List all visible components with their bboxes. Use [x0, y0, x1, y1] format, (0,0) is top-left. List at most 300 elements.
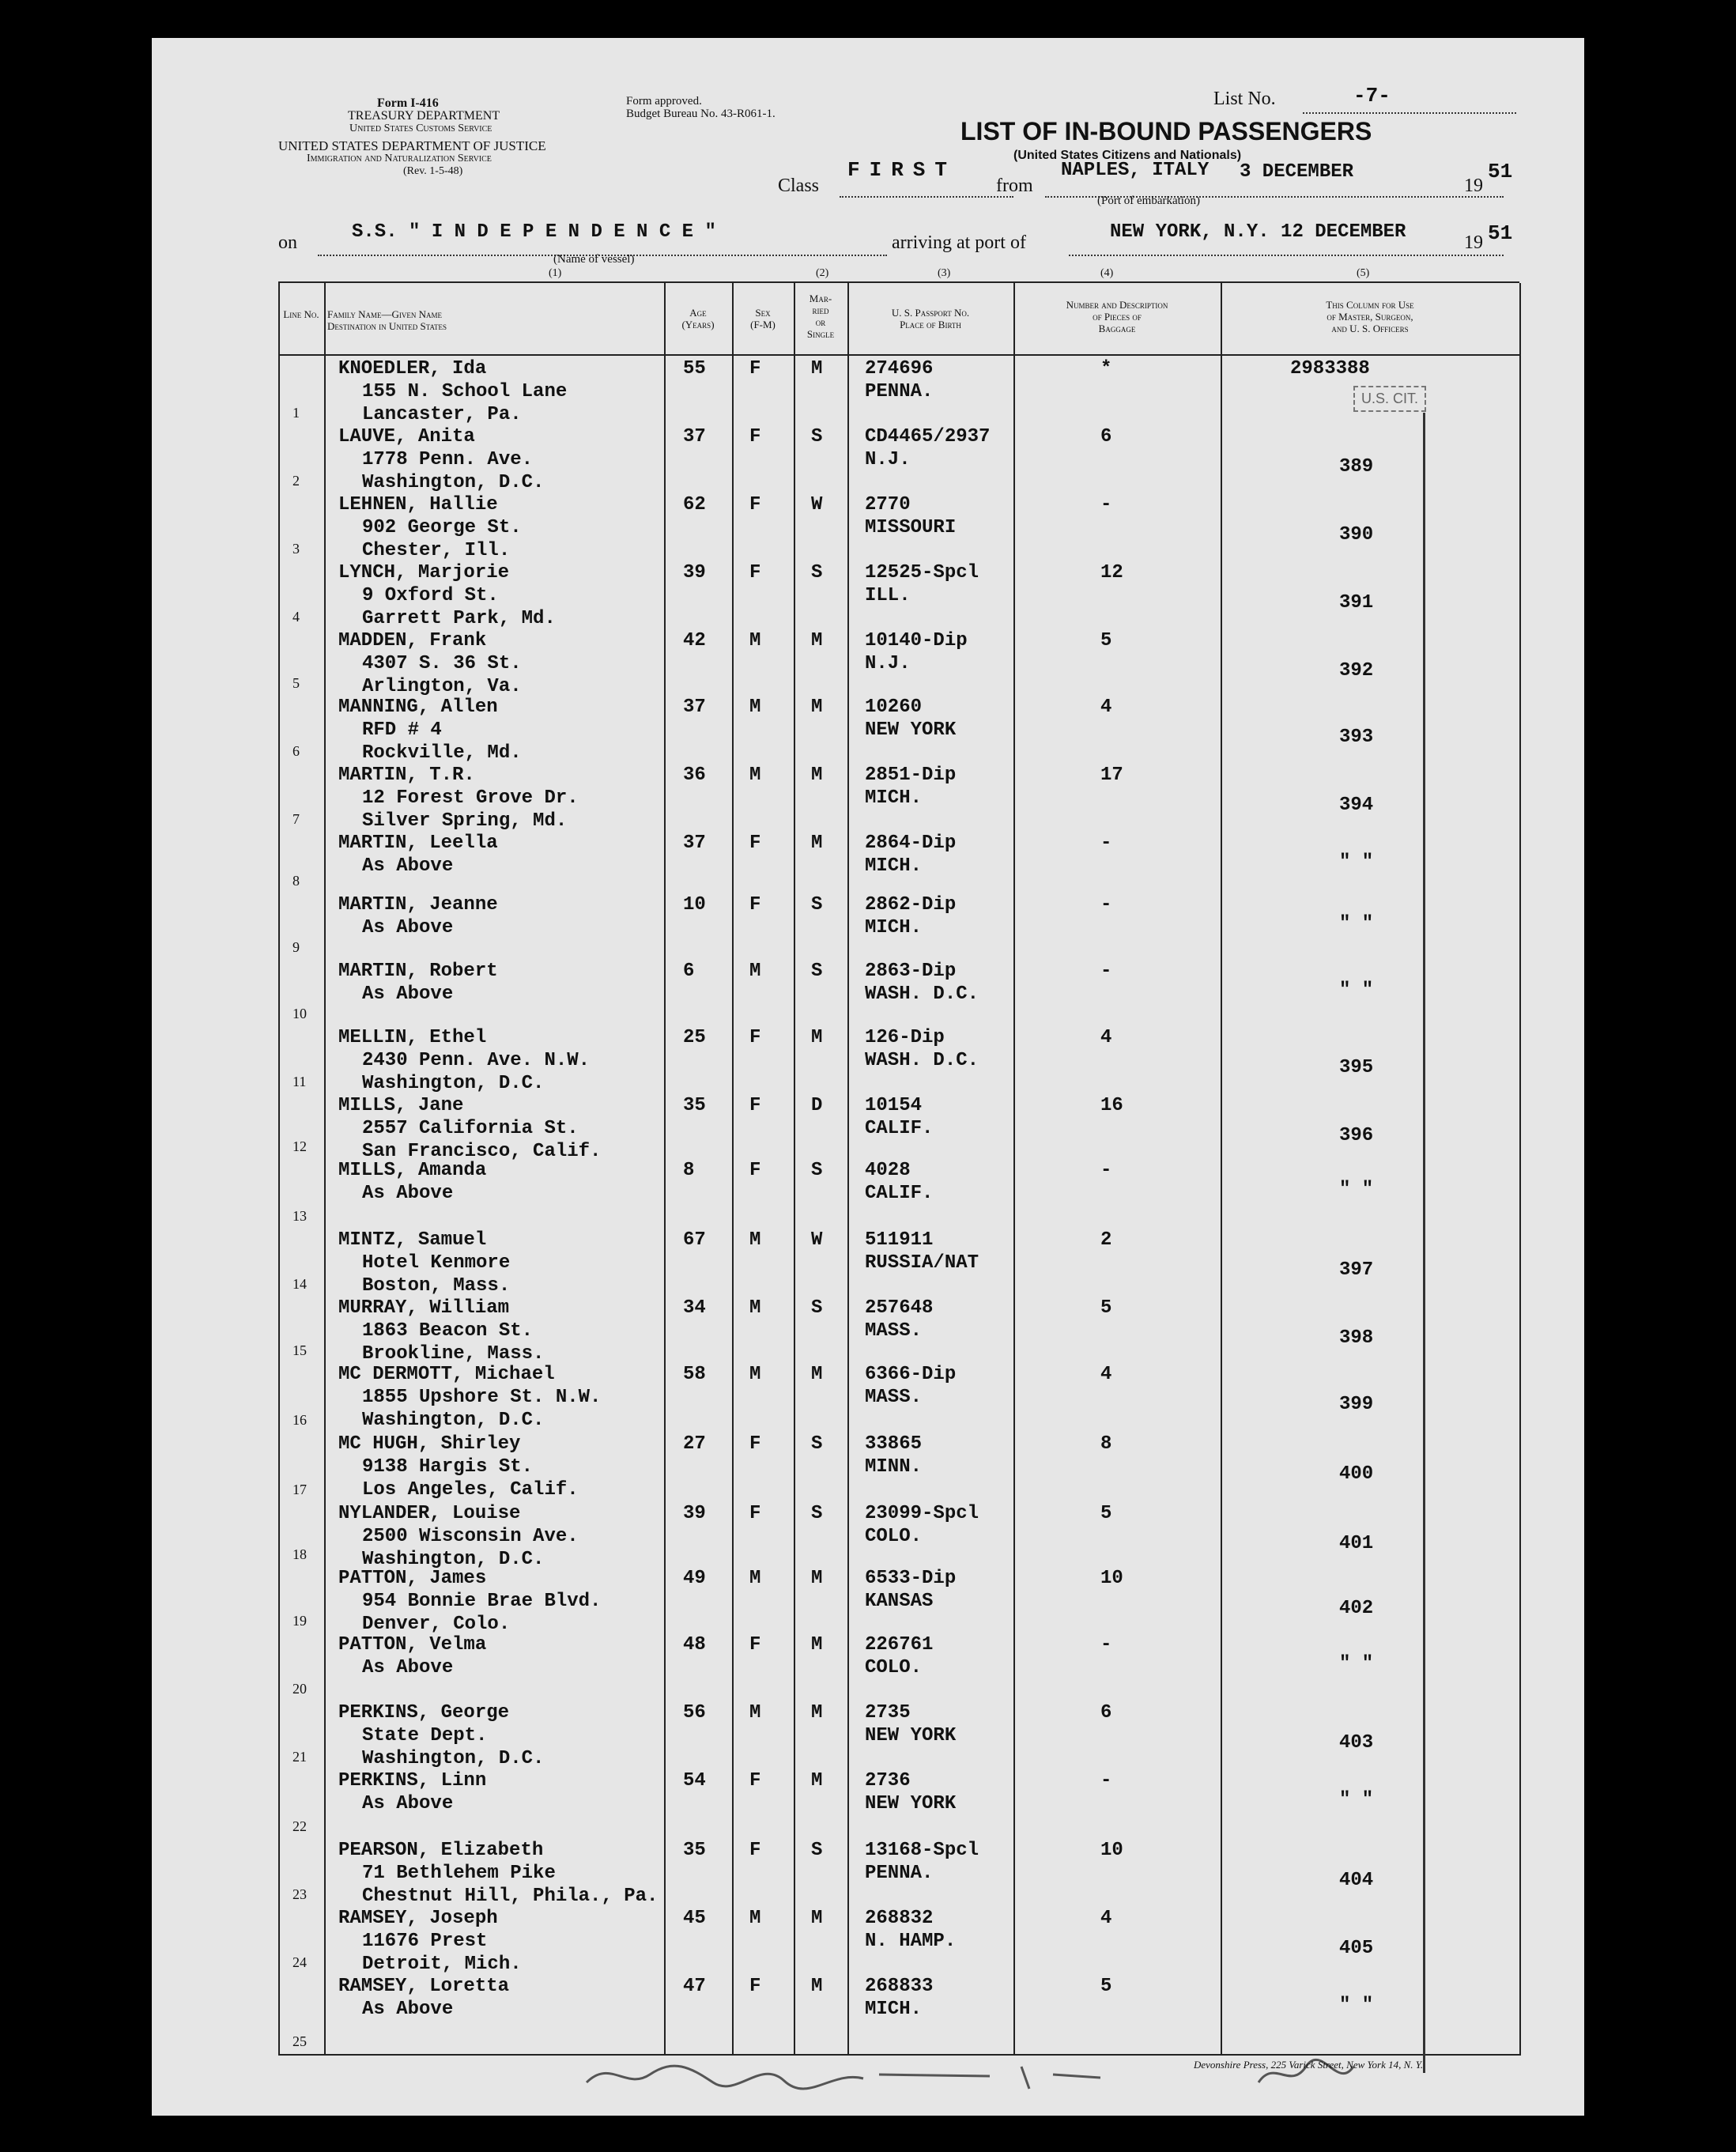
baggage-cell: 4: [1100, 697, 1112, 718]
age-cell: 8: [683, 1160, 695, 1181]
class-value: FIRST: [847, 158, 957, 182]
passenger-name-line: MC HUGH, Shirley: [338, 1433, 521, 1455]
sex-cell: F: [749, 1027, 761, 1048]
passenger-name-line: Silver Spring, Md.: [362, 810, 568, 832]
passport-place-cell: 2770: [865, 494, 911, 515]
passenger-name-line: 155 N. School Lane: [362, 381, 568, 402]
sex-cell: F: [749, 1634, 761, 1656]
passenger-name-line: RAMSEY, Joseph: [338, 1908, 498, 1929]
passenger-name-line: 11676 Prest: [362, 1931, 488, 1952]
baggage-cell: -: [1100, 1770, 1112, 1791]
age-cell: 37: [683, 426, 706, 447]
passport-place-cell: 10154: [865, 1095, 923, 1116]
sex-cell: F: [749, 894, 761, 916]
baggage-cell: 6: [1100, 1702, 1112, 1723]
page-title: LIST OF IN-BOUND PASSENGERS: [960, 117, 1372, 145]
department-of-justice: UNITED STATES DEPARTMENT OF JUSTICE: [278, 138, 546, 153]
passport-place-cell: 33865: [865, 1433, 923, 1455]
passenger-name-line: Boston, Mass.: [362, 1275, 511, 1297]
sex-cell: M: [749, 1297, 761, 1319]
col-divider-ms: [847, 283, 849, 2056]
officer-cell: 403: [1339, 1732, 1374, 1754]
list-no-field: [1303, 89, 1516, 114]
officer-cell: " ": [1339, 980, 1374, 1001]
baggage-cell: 8: [1100, 1433, 1112, 1455]
marital-status-cell: M: [811, 765, 823, 786]
year-prefix: 19: [1464, 176, 1483, 196]
age-cell: 54: [683, 1770, 706, 1791]
sex-cell: M: [749, 697, 761, 718]
marital-status-cell: S: [811, 894, 823, 916]
sex-cell: M: [749, 1908, 761, 1929]
table-left-edge: [278, 283, 280, 2056]
sex-cell: F: [749, 1770, 761, 1791]
officer-cell: 401: [1339, 1533, 1374, 1554]
baggage-cell: 17: [1100, 765, 1123, 786]
arrival-value: NEW YORK, N.Y. 12 DECEMBER: [1110, 221, 1406, 243]
line-number: 12: [292, 1138, 307, 1154]
age-cell: 48: [683, 1634, 706, 1656]
baggage-cell: 6: [1100, 426, 1112, 447]
passport-place-cell: 226761: [865, 1634, 934, 1656]
baggage-cell: 16: [1100, 1095, 1123, 1116]
passenger-name-line: MARTIN, Jeanne: [338, 894, 498, 916]
line-number: 4: [292, 609, 300, 625]
passenger-name-line: Chestnut Hill, Phila., Pa.: [362, 1886, 659, 1907]
passenger-name-line: Washington, D.C.: [362, 1410, 545, 1431]
officer-cell: 402: [1339, 1598, 1374, 1619]
marital-status-cell: W: [811, 494, 823, 515]
passenger-name-line: State Dept.: [362, 1725, 488, 1746]
passenger-name-line: MINTZ, Samuel: [338, 1229, 487, 1251]
marital-status-cell: M: [811, 1027, 823, 1048]
revision: (Rev. 1-5-48): [403, 165, 463, 177]
baggage-cell: -: [1100, 494, 1112, 515]
sex-cell: M: [749, 630, 761, 651]
passenger-name-line: KNOEDLER, Ida: [338, 358, 487, 379]
officer-cell: " ": [1339, 1995, 1374, 2016]
table-right-edge: [1519, 283, 1521, 2056]
line-number: 1: [292, 405, 300, 421]
budget-bureau: Budget Bureau No. 43-R061-1.: [626, 108, 776, 120]
baggage-cell: 2: [1100, 1229, 1112, 1251]
passport-place-cell: WASH. D.C.: [865, 1050, 979, 1071]
officer-cell: 393: [1339, 727, 1374, 748]
sex-cell: F: [749, 1433, 761, 1455]
passport-place-cell: 4028: [865, 1160, 911, 1181]
passport-place-cell: MASS.: [865, 1387, 923, 1408]
sex-cell: M: [749, 1229, 761, 1251]
passenger-name-line: MELLIN, Ethel: [338, 1027, 487, 1048]
officer-cell: 392: [1339, 660, 1374, 681]
passport-place-cell: 257648: [865, 1297, 934, 1319]
marital-status-cell: S: [811, 1433, 823, 1455]
header-passport: U. S. Passport No. Place of Birth: [891, 307, 970, 330]
baggage-cell: -: [1100, 961, 1112, 982]
sex-cell: M: [749, 961, 761, 982]
baggage-cell: -: [1100, 832, 1112, 854]
passenger-name-line: Los Angeles, Calif.: [362, 1479, 579, 1501]
passenger-name-line: Brookline, Mass.: [362, 1343, 545, 1365]
passenger-name-line: Washington, D.C.: [362, 1549, 545, 1570]
passport-place-cell: NEW YORK: [865, 1725, 957, 1746]
baggage-cell: 10: [1100, 1840, 1123, 1861]
passenger-name-line: RFD # 4: [362, 719, 442, 741]
line-number: 25: [292, 2033, 307, 2049]
age-cell: 49: [683, 1568, 706, 1589]
list-no-label: List No.: [1213, 89, 1276, 109]
baggage-cell: 12: [1100, 562, 1123, 583]
passenger-name-line: Lancaster, Pa.: [362, 404, 522, 425]
line-number: 5: [292, 675, 300, 691]
line-number: 13: [292, 1208, 307, 1224]
line-number: 3: [292, 541, 300, 557]
ins: Immigration and Naturalization Service: [307, 153, 492, 164]
passport-place-cell: RUSSIA/NAT: [865, 1252, 979, 1274]
header-name-destination: Family Name—Given Name Destination in United States: [327, 308, 447, 332]
line-number: 8: [292, 873, 300, 889]
line-number: 22: [292, 1818, 307, 1834]
line-number: 23: [292, 1886, 307, 1902]
table-header-rule: [278, 354, 1519, 356]
passport-place-cell: 2851-Dip: [865, 765, 957, 786]
line-number: 21: [292, 1749, 307, 1765]
marital-status-cell: M: [811, 1634, 823, 1656]
passport-place-cell: 23099-Spcl: [865, 1503, 979, 1524]
passenger-name-line: MANNING, Allen: [338, 697, 498, 718]
passenger-name-line: 71 Bethlehem Pike: [362, 1863, 556, 1884]
line-number: 15: [292, 1342, 307, 1358]
col-divider-married: [794, 283, 795, 2056]
passenger-name-line: Washington, D.C.: [362, 1073, 545, 1094]
passenger-name-line: RAMSEY, Loretta: [338, 1976, 510, 1997]
baggage-cell: -: [1100, 1634, 1112, 1656]
passport-place-cell: 10260: [865, 697, 923, 718]
sex-cell: F: [749, 1503, 761, 1524]
officer-cell: " ": [1339, 913, 1374, 934]
line-number: 10: [292, 1006, 307, 1021]
passport-place-cell: MICH.: [865, 917, 923, 938]
marital-status-cell: S: [811, 1160, 823, 1181]
sex-cell: M: [749, 1568, 761, 1589]
form-number: Form I-416: [377, 96, 439, 110]
line-number: 9: [292, 939, 300, 955]
officer-cell: 397: [1339, 1259, 1374, 1281]
line-number: 19: [292, 1613, 307, 1629]
officer-cell: 398: [1339, 1327, 1374, 1349]
passenger-name-line: Detroit, Mich.: [362, 1954, 522, 1975]
passenger-name-line: 1863 Beacon St.: [362, 1320, 534, 1342]
passenger-name-line: 4307 S. 36 St.: [362, 653, 522, 674]
passport-place-cell: KANSAS: [865, 1591, 934, 1612]
age-cell: 39: [683, 562, 706, 583]
line-number: 24: [292, 1954, 307, 1970]
marital-status-cell: S: [811, 562, 823, 583]
passport-place-cell: 2862-Dip: [865, 894, 957, 916]
age-cell: 37: [683, 832, 706, 854]
passport-place-cell: COLO.: [865, 1657, 923, 1678]
passport-place-cell: MASS.: [865, 1320, 923, 1342]
passenger-name-line: MILLS, Amanda: [338, 1160, 487, 1181]
class-label: Class: [778, 176, 820, 196]
age-cell: 39: [683, 1503, 706, 1524]
passenger-name-line: Denver, Colo.: [362, 1614, 511, 1635]
age-cell: 35: [683, 1095, 706, 1116]
vessel-name: S.S. " I N D E P E N D E N C E ": [352, 221, 716, 243]
col-divider-line: [324, 283, 326, 2056]
treasury-department: TREASURY DEPARTMENT: [348, 109, 500, 123]
baggage-cell: 4: [1100, 1364, 1112, 1385]
passport-place-cell: 268833: [865, 1976, 934, 1997]
baggage-cell: 10: [1100, 1568, 1123, 1589]
age-cell: 10: [683, 894, 706, 916]
officer-cell: 399: [1339, 1394, 1374, 1415]
age-cell: 35: [683, 1840, 706, 1861]
officer-column-rule: [1423, 413, 1425, 2073]
sex-cell: F: [749, 1160, 761, 1181]
embark-date: 3 DECEMBER: [1240, 161, 1354, 183]
passenger-name-line: Chester, Ill.: [362, 540, 511, 561]
passport-place-cell: 10140-Dip: [865, 630, 968, 651]
passenger-name-line: PERKINS, Linn: [338, 1770, 487, 1791]
line-number: 18: [292, 1546, 307, 1562]
line-number: 6: [292, 743, 300, 759]
passenger-name-line: 954 Bonnie Brae Blvd.: [362, 1591, 602, 1612]
officer-cell: 400: [1339, 1463, 1374, 1485]
manifest-page: [152, 38, 1584, 2116]
age-cell: 25: [683, 1027, 706, 1048]
officer-cell: 395: [1339, 1057, 1374, 1078]
baggage-cell: 5: [1100, 1297, 1112, 1319]
age-cell: 37: [683, 697, 706, 718]
passenger-name-line: LYNCH, Marjorie: [338, 562, 510, 583]
age-cell: 62: [683, 494, 706, 515]
baggage-cell: 5: [1100, 1503, 1112, 1524]
line-number: 11: [292, 1074, 307, 1089]
passenger-name-line: 9138 Hargis St.: [362, 1456, 534, 1478]
marital-status-cell: S: [811, 426, 823, 447]
passenger-name-line: Garrett Park, Md.: [362, 608, 556, 629]
form-approved: Form approved.: [626, 95, 702, 108]
marital-status-cell: M: [811, 832, 823, 854]
passport-place-cell: MICH.: [865, 1999, 923, 2020]
age-cell: 36: [683, 765, 706, 786]
passenger-name-line: PATTON, James: [338, 1568, 487, 1589]
handwritten-signature: [579, 2051, 1464, 2098]
header-baggage: Number and Description of Pieces of Baggage: [1066, 299, 1168, 334]
passenger-name-line: Hotel Kenmore: [362, 1252, 511, 1274]
passport-place-cell: NEW YORK: [865, 1793, 957, 1814]
col-number-2: (2): [816, 267, 829, 279]
sex-cell: M: [749, 1364, 761, 1385]
passenger-name-line: 1778 Penn. Ave.: [362, 449, 534, 470]
passport-place-cell: 268832: [865, 1908, 934, 1929]
marital-status-cell: M: [811, 1770, 823, 1791]
passenger-name-line: San Francisco, Calif.: [362, 1141, 602, 1162]
marital-status-cell: S: [811, 961, 823, 982]
us-citizen-stamp: U.S. CIT.: [1353, 386, 1426, 412]
passenger-name-line: MILLS, Jane: [338, 1095, 464, 1116]
passenger-name-line: LEHNEN, Hallie: [338, 494, 498, 515]
passenger-name-line: MURRAY, William: [338, 1297, 510, 1319]
arrival-year: 51: [1488, 221, 1513, 245]
marital-status-cell: M: [811, 630, 823, 651]
age-cell: 67: [683, 1229, 706, 1251]
officer-cell: 404: [1339, 1870, 1374, 1891]
officer-cell: 391: [1339, 592, 1374, 614]
customs-service: United States Customs Service: [349, 123, 492, 134]
list-no-value: -7-: [1353, 84, 1391, 108]
passport-place-cell: 2863-Dip: [865, 961, 957, 982]
sex-cell: F: [749, 562, 761, 583]
sex-cell: F: [749, 1095, 761, 1116]
passenger-name-line: 2430 Penn. Ave. N.W.: [362, 1050, 591, 1071]
baggage-cell: *: [1100, 358, 1112, 379]
passenger-name-line: As Above: [362, 1657, 454, 1678]
passenger-name-line: MARTIN, Robert: [338, 961, 498, 982]
marital-status-cell: M: [811, 697, 823, 718]
printer-imprint: Devonshire Press, 225 Varick Street, New York 14, N. Y.: [1194, 2059, 1424, 2071]
officer-cell: " ": [1339, 851, 1374, 873]
line-number: 16: [292, 1412, 307, 1428]
passenger-name-line: MADDEN, Frank: [338, 630, 487, 651]
marital-status-cell: M: [811, 1908, 823, 1929]
passport-place-cell: 2736: [865, 1770, 911, 1791]
marital-status-cell: S: [811, 1503, 823, 1524]
passenger-name-line: LAUVE, Anita: [338, 426, 475, 447]
passenger-name-line: NYLANDER, Louise: [338, 1503, 521, 1524]
officer-cell: " ": [1339, 1179, 1374, 1200]
passport-place-cell: ILL.: [865, 585, 911, 606]
passenger-name-line: MC DERMOTT, Michael: [338, 1364, 555, 1385]
passenger-name-line: As Above: [362, 917, 454, 938]
passport-place-cell: 274696: [865, 358, 934, 379]
passenger-name-line: Rockville, Md.: [362, 742, 522, 764]
marital-status-cell: M: [811, 1976, 823, 1997]
passport-place-cell: CALIF.: [865, 1183, 934, 1204]
age-cell: 55: [683, 358, 706, 379]
marital-status-cell: M: [811, 358, 823, 379]
passenger-name-line: Washington, D.C.: [362, 1748, 545, 1769]
age-cell: 45: [683, 1908, 706, 1929]
passenger-name-line: 9 Oxford St.: [362, 585, 499, 606]
header-married: Mar- ried or Single: [806, 293, 835, 340]
col-divider-age: [664, 283, 666, 2056]
line-number: 20: [292, 1681, 307, 1697]
passenger-name-line: As Above: [362, 1183, 454, 1204]
passport-place-cell: 6366-Dip: [865, 1364, 957, 1385]
passport-place-cell: COLO.: [865, 1526, 923, 1547]
baggage-cell: -: [1100, 894, 1112, 916]
officer-cell: 389: [1339, 456, 1374, 478]
passenger-name-line: MARTIN, Leella: [338, 832, 498, 854]
baggage-cell: 4: [1100, 1908, 1112, 1929]
marital-status-cell: D: [811, 1095, 823, 1116]
baggage-cell: 5: [1100, 630, 1112, 651]
passport-place-cell: MINN.: [865, 1456, 923, 1478]
baggage-cell: 4: [1100, 1027, 1112, 1048]
sex-cell: F: [749, 358, 761, 379]
passport-place-cell: 126-Dip: [865, 1027, 945, 1048]
col-divider-sex: [732, 283, 734, 2056]
on-label: on: [278, 232, 297, 253]
arriving-label: arriving at port of: [892, 232, 1026, 253]
marital-status-cell: M: [811, 1702, 823, 1723]
passport-place-cell: 13168-Spcl: [865, 1840, 979, 1861]
passport-place-cell: PENNA.: [865, 1863, 934, 1884]
marital-status-cell: W: [811, 1229, 823, 1251]
passport-place-cell: 2735: [865, 1702, 911, 1723]
passenger-name-line: MARTIN, T.R.: [338, 765, 475, 786]
age-cell: 56: [683, 1702, 706, 1723]
sex-cell: F: [749, 1976, 761, 1997]
passport-place-cell: NEW YORK: [865, 719, 957, 741]
col-divider-passport: [1013, 283, 1015, 2056]
officer-cell: 390: [1339, 524, 1374, 546]
passport-place-cell: CALIF.: [865, 1118, 934, 1139]
passport-place-cell: N. HAMP.: [865, 1931, 957, 1952]
passenger-name-line: 1855 Upshore St. N.W.: [362, 1387, 602, 1408]
sex-cell: F: [749, 1840, 761, 1861]
col-divider-baggage: [1221, 283, 1222, 2056]
line-number: 17: [292, 1482, 307, 1497]
arrival-year-prefix: 19: [1464, 232, 1483, 253]
passenger-name-line: PERKINS, George: [338, 1702, 510, 1723]
officer-cell: 2983388: [1290, 358, 1370, 379]
passport-place-cell: MICH.: [865, 787, 923, 809]
passenger-name-line: 12 Forest Grove Dr.: [362, 787, 579, 809]
marital-status-cell: M: [811, 1568, 823, 1589]
line-number: 7: [292, 811, 300, 827]
from-label: from: [996, 176, 1033, 196]
table-top-rule: [278, 281, 1519, 283]
col-number-5: (5): [1357, 267, 1370, 279]
sex-cell: F: [749, 426, 761, 447]
passenger-name-line: As Above: [362, 1793, 454, 1814]
passenger-name-line: As Above: [362, 1999, 454, 2020]
year-value: 51: [1488, 160, 1513, 183]
passport-place-cell: 2864-Dip: [865, 832, 957, 854]
passenger-name-line: 902 George St.: [362, 517, 522, 538]
baggage-cell: -: [1100, 1160, 1112, 1181]
header-officers: This Column for Use of Master, Surgeon, and U. S. Officers: [1326, 299, 1414, 334]
passenger-name-line: Washington, D.C.: [362, 472, 545, 493]
marital-status-cell: S: [811, 1840, 823, 1861]
passport-place-cell: 511911: [865, 1229, 934, 1251]
passenger-name-line: As Above: [362, 855, 454, 877]
header-line-no: Line No.: [283, 308, 319, 320]
age-cell: 6: [683, 961, 695, 982]
passenger-name-line: PATTON, Velma: [338, 1634, 487, 1656]
passenger-name-line: PEARSON, Elizabeth: [338, 1840, 544, 1861]
age-cell: 34: [683, 1297, 706, 1319]
officer-cell: 396: [1339, 1125, 1374, 1146]
passport-place-cell: 12525-Spcl: [865, 562, 979, 583]
from-value: NAPLES, ITALY: [1061, 160, 1210, 181]
sex-cell: M: [749, 765, 761, 786]
age-cell: 42: [683, 630, 706, 651]
officer-cell: 405: [1339, 1938, 1374, 1959]
officer-cell: " ": [1339, 1789, 1374, 1810]
passport-place-cell: PENNA.: [865, 381, 934, 402]
sex-cell: M: [749, 1702, 761, 1723]
marital-status-cell: S: [811, 1297, 823, 1319]
passport-place-cell: WASH. D.C.: [865, 984, 979, 1005]
col-number-4: (4): [1100, 267, 1114, 279]
header-age: Age (Years): [681, 307, 715, 330]
passenger-name-line: 2557 California St.: [362, 1118, 579, 1139]
line-number: 2: [292, 473, 300, 489]
